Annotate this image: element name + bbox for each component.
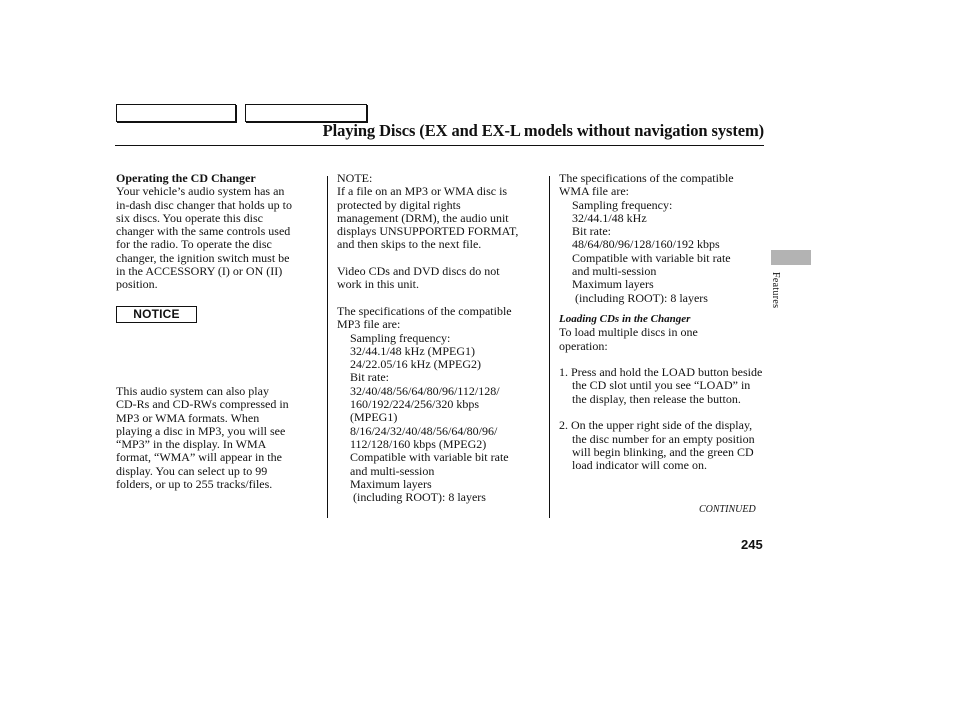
section-heading-cd-changer: Operating the CD Changer (116, 171, 256, 185)
text-line: displays UNSUPPORTED FORMAT, (337, 224, 519, 239)
header-nav-box-2 (245, 104, 367, 122)
mp3-spec-list (337, 332, 547, 505)
step-1: 1. Press and hold the LOAD button beside the CD slot until you see “LOAD” in the display, then release the button. (559, 365, 763, 406)
text-line: Sampling frequency: (572, 197, 673, 212)
text-line: (including ROOT): 8 layers (572, 290, 708, 305)
text-line: Maximum layers (350, 476, 432, 491)
text-line: The specifications of the compatible (559, 171, 734, 185)
text-line: MP3 or WMA formats. When (116, 410, 260, 425)
note-label: NOTE: (337, 171, 373, 185)
text-line: If a file on an MP3 or WMA disc is (337, 184, 508, 199)
text-line: position. (116, 277, 158, 292)
column-2 (337, 172, 547, 504)
step-2: 2. On the upper right side of the display, the disc number for an empty position will begin blinking, and the green CD load indicator will come on. (559, 418, 755, 473)
video-cd-paragraph (337, 265, 547, 292)
text-line: Sampling frequency: (350, 330, 451, 345)
mp3-spec-intro (337, 305, 547, 332)
text-line: in-dash disc changer that holds up to (116, 197, 292, 212)
text-line: management (DRM), the audio unit (337, 210, 509, 225)
text-line: 160/192/224/256/320 kbps (350, 397, 480, 412)
text-line: Compatible with variable bit rate (350, 450, 509, 465)
text-line: 8/16/24/32/40/48/56/64/80/96/ (350, 423, 498, 438)
text-line: (MPEG1) (350, 410, 398, 425)
notice-label: NOTICE (116, 306, 197, 323)
text-line: folders, or up to 255 tracks/files. (116, 477, 273, 492)
cd-changer-paragraph (116, 185, 324, 291)
text-line: Compatible with variable bit rate (572, 250, 731, 265)
column-1-top (116, 172, 324, 292)
text-line: Video CDs and DVD discs do not (337, 264, 500, 279)
page-number: 245 (741, 537, 763, 552)
text-line: 48/64/80/96/128/160/192 kbps (572, 237, 720, 252)
text-line: Bit rate: (572, 224, 611, 239)
drm-note-paragraph (337, 185, 547, 251)
text-line: 32/40/48/56/64/80/96/112/128/ (350, 383, 500, 398)
text-line: MP3 file are: (337, 317, 401, 332)
column-1-bottom (116, 385, 324, 491)
column-divider-1 (327, 176, 328, 518)
column-3 (559, 172, 764, 473)
text-line: This audio system can also play (116, 384, 269, 398)
text-line: six discs. You operate this disc (116, 210, 263, 225)
section-tab-marker (771, 250, 811, 265)
text-line: Your vehicle’s audio system has an (116, 184, 285, 199)
column-divider-2 (549, 176, 550, 518)
text-line: format, “WMA” will appear in the (116, 450, 282, 465)
text-line: 32/44.1/48 kHz (MPEG1) (350, 343, 475, 358)
subheading-loading-cds: Loading CDs in the Changer (559, 312, 691, 325)
text-line: 32/44.1/48 kHz (572, 210, 647, 225)
text-line: Maximum layers (572, 277, 654, 292)
text-line: operation: (559, 338, 608, 353)
wma-spec-intro (559, 172, 764, 199)
text-line: To load multiple discs in one (559, 325, 698, 340)
text-line: Bit rate: (350, 370, 389, 385)
text-line: “MP3” in the display. In WMA (116, 437, 267, 452)
text-line: changer, the ignition switch must be (116, 250, 290, 265)
text-line: protected by digital rights (337, 197, 461, 212)
text-line: in the ACCESSORY (I) or ON (II) (116, 264, 283, 279)
text-line: and multi-session (572, 264, 657, 279)
text-line: display. You can select up to 99 (116, 463, 268, 478)
text-line: and multi-session (350, 463, 435, 478)
text-line: for the radio. To operate the disc (116, 237, 272, 252)
text-line: work in this unit. (337, 277, 420, 292)
header-nav-box-1 (116, 104, 236, 122)
wma-spec-list (559, 199, 764, 305)
text-line: 24/22.05/16 kHz (MPEG2) (350, 357, 481, 372)
loading-intro (559, 326, 764, 353)
text-line: CD-Rs and CD-RWs compressed in (116, 397, 289, 412)
text-line: The specifications of the compatible (337, 303, 512, 318)
text-line: and then skips to the next file. (337, 237, 482, 252)
text-line: playing a disc in MP3, you will see (116, 423, 286, 438)
page-title: Playing Discs (EX and EX-L models without navigation system) (322, 121, 764, 140)
continued-label: CONTINUED (699, 504, 756, 515)
text-line: WMA file are: (559, 184, 629, 199)
mp3-wma-paragraph (116, 385, 324, 491)
side-tab-label: Features (770, 272, 781, 309)
text-line: 112/128/160 kbps (MPEG2) (350, 436, 487, 451)
text-line: (including ROOT): 8 layers (350, 490, 486, 505)
title-rule (115, 145, 764, 146)
text-line: changer with the same controls used (116, 224, 291, 239)
